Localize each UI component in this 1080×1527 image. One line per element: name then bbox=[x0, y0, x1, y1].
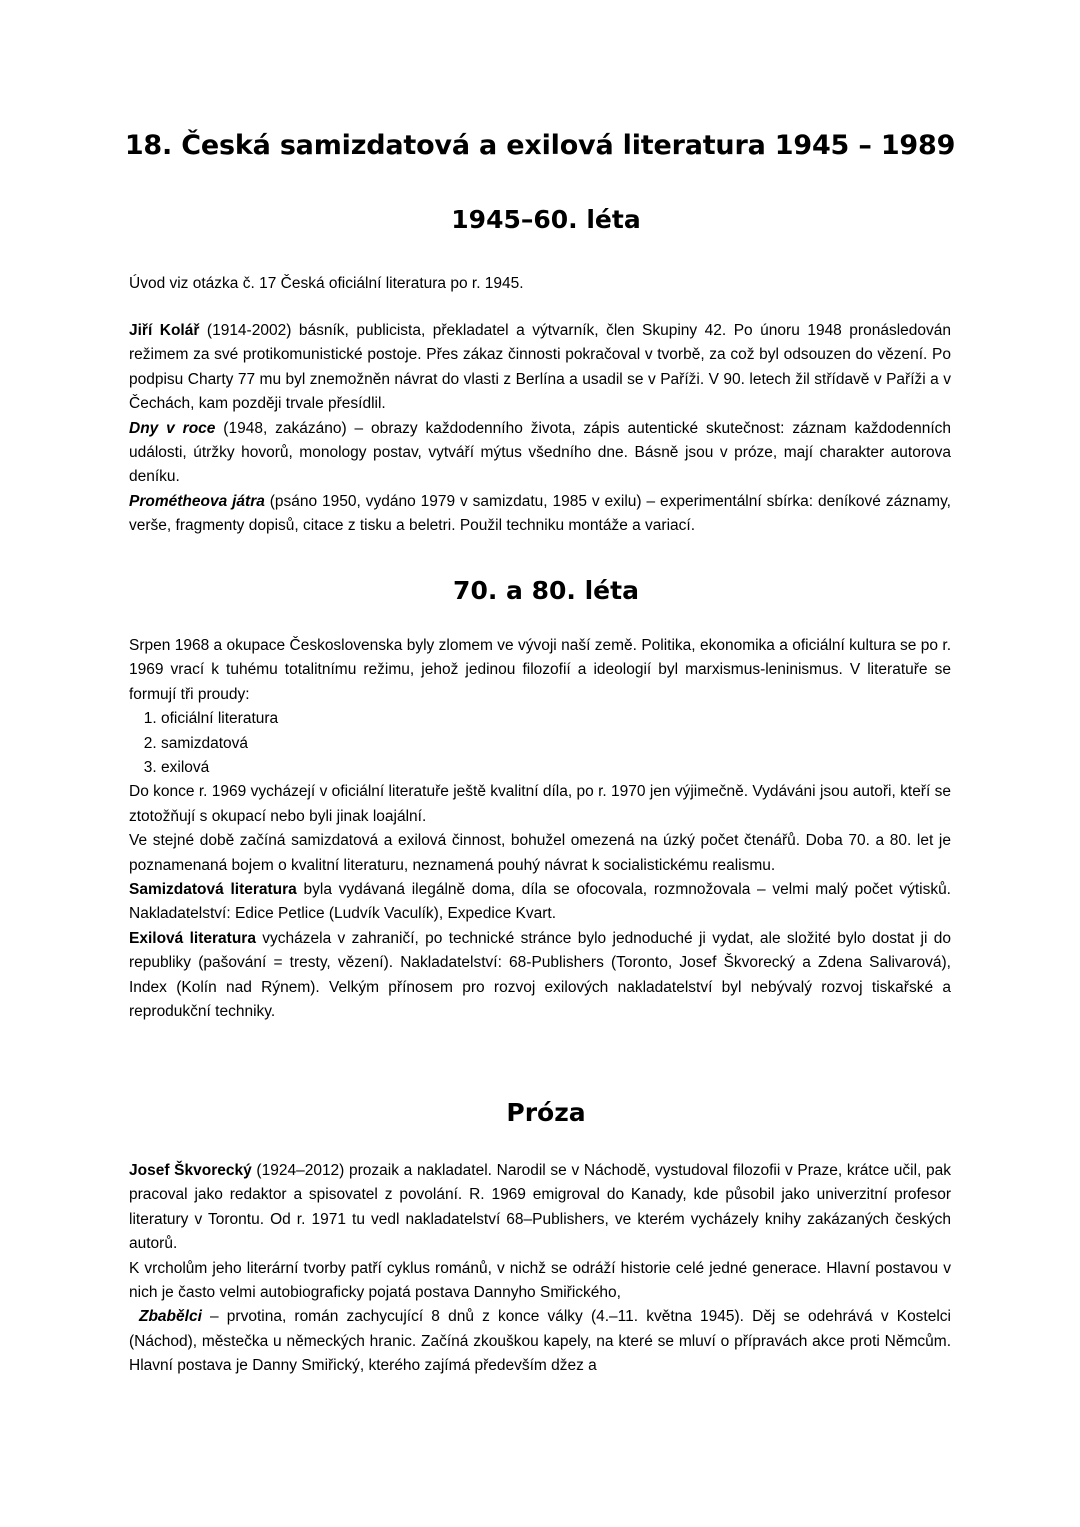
author-name-skvorecky: Josef Škvorecký bbox=[129, 1162, 252, 1179]
occupation-paragraph: Srpen 1968 a okupace Československa byly zlomem ve vývoji naší země. Politika, ekonomika a oficiální kultura se po r. 1969 vrací k tuhému totalitnímu režimu, jehož jedinou filozofií a ideologií byl marxismus-leninismus. V literatuře se formují tři proudy: bbox=[129, 637, 951, 703]
section-heading-1945-60: 1945–60. léta bbox=[451, 205, 641, 234]
author-name-kolar: Jiří Kolář bbox=[129, 322, 200, 339]
intro-paragraph: Úvod viz otázka č. 17 Česká oficiální literatura po r. 1945. bbox=[129, 275, 524, 292]
samizdat-paragraph bbox=[129, 878, 951, 927]
section-heading-70-80: 70. a 80. léta bbox=[453, 576, 639, 605]
section-proza-body bbox=[129, 1159, 951, 1379]
official-lit-paragraph: Do konce r. 1969 vycházejí v oficiální literatuře ještě kvalitní díla, po r. 1970 jen výjimečně. Vydáváni jsou autoři, kteří se ztotožňují s okupací nebo byli jinak loajální. bbox=[129, 783, 951, 825]
skvorecky-bio-text: (1924–2012) prozaik a nakladatel. Narodil se v Náchodě, vystudoval filozofii v Praze, krátce učil, pak pracoval jako redaktor a spisovatel z povolání. R. 1969 emigroval do Kanady, kde působil jako univerzitní profesor literatury v Torontu. Od r. 1971 tu vedl nakladatelství 68–Publishers, ve kterém vycházely knihy zakázaných českých autorů. bbox=[129, 1162, 952, 1253]
page-title: 18. Česká samizdatová a exilová literatura 1945 – 1989 bbox=[124, 130, 956, 161]
list-item: 3. exilová bbox=[161, 756, 951, 780]
work-title-prometheova-jatra: Prométheova játra bbox=[129, 492, 265, 510]
skvorecky-paragraph bbox=[129, 1159, 951, 1257]
cycle-paragraph: K vrcholům jeho literární tvorby patří cyklus románů, v nichž se odráží historie celé jedné generace. Hlavní postavou v nich je často velmi autobiograficky pojatá postava Dannyho Smiřického, bbox=[129, 1259, 951, 1302]
kolar-paragraph bbox=[129, 319, 951, 417]
work-title-zbabelci: Zbabělci bbox=[139, 1308, 202, 1326]
kolar-bio-text: (1914-2002) básník, publicista, překladatel a výtvarník, člen Skupiny 42. Po únoru 1948 pronásledován režimem za své protikomunistické postoje. Přes zákaz činnosti pokračoval v tvorbě, za což byl odsouzen do vězení. Po podpisu Charty 77 mu byl znemožněn návrat do vlasti z Berlína a usadil se v Paříži. V 90. letech žil střídavě v Paříži a v Čechách, kam později trvale přesídlil. bbox=[129, 322, 951, 413]
samizdat-start-paragraph: Ve stejné době začíná samizdatová a exilová činnost, bohužel omezená na úzký počet čtenářů. Doba 70. a 80. let je poznamenaná bojem o kvalitní literaturu, neznamená pouhý návrat k socialistickému realismu. bbox=[129, 832, 951, 874]
section-70-80-body bbox=[129, 634, 951, 1025]
section-heading-proza: Próza bbox=[506, 1098, 586, 1127]
work-zbabelci bbox=[129, 1305, 951, 1378]
work-dny-v-roce bbox=[129, 417, 951, 490]
samizdat-text: byla vydávaná ilegálně doma, díla se ofocovala, rozmnožovala – velmi malý počet výtisků. Nakladatelství: Edice Petlice (Ludvík Vaculík), Expedice Kvart. bbox=[129, 881, 951, 923]
kolar-block bbox=[129, 319, 951, 539]
work-text-dny-v-roce: (1948, zakázáno) – obrazy každodenního života, zápis autentické skutečnost: záznam každodenních události, útržky hovorů, monology postav, vytváří mýtus všedního dne. Básně jsou v próze, mají charakter autorova deníku. bbox=[129, 419, 951, 486]
streams-list bbox=[129, 707, 951, 780]
term-samizdat: Samizdatová literatura bbox=[129, 881, 297, 899]
list-item: 1. oficiální literatura bbox=[161, 707, 951, 731]
exile-paragraph bbox=[129, 927, 951, 1025]
exile-text: vycházela v zahraničí, po technické stránce bylo jednoduché ji vydat, ale složité bylo dostat ji do republiky (pašování = tresty, vězení). Nakladatelství: 68-Publishers (Toronto, Josef Škvorecký a Zdena Salivarová), Index (Kolín nad Rýnem). Velkým přínosem pro rozvoj exilových nakladatelství byl nebývalý rozvoj tiskařské a reprodukční techniky. bbox=[129, 929, 951, 1021]
work-text-prometheova-jatra: (psáno 1950, vydáno 1979 v samizdatu, 1985 v exilu) – experimentální sbírka: deníkové záznamy, verše, fragmenty dopisů, citace z tisku a beletri. Použil techniku montáže a variací. bbox=[129, 492, 951, 535]
term-exile: Exilová literatura bbox=[129, 929, 256, 947]
list-item: 2. samizdatová bbox=[161, 732, 951, 756]
work-text-zbabelci: – prvotina, román zachycující 8 dnů z konce války (4.–11. května 1945). Děj se odehrává v Kostelci (Náchod), městečka u německých hranic. Začíná zkouškou kapely, na které se mluví o přípravách akce proti Němcům. Hlavní postava je Danny Smiřický, kterého zajímá především džez a bbox=[129, 1308, 951, 1375]
work-title-dny-v-roce: Dny v roce bbox=[129, 419, 216, 437]
work-prometheova-jatra bbox=[129, 490, 951, 539]
section-1945-60-body bbox=[129, 272, 951, 296]
